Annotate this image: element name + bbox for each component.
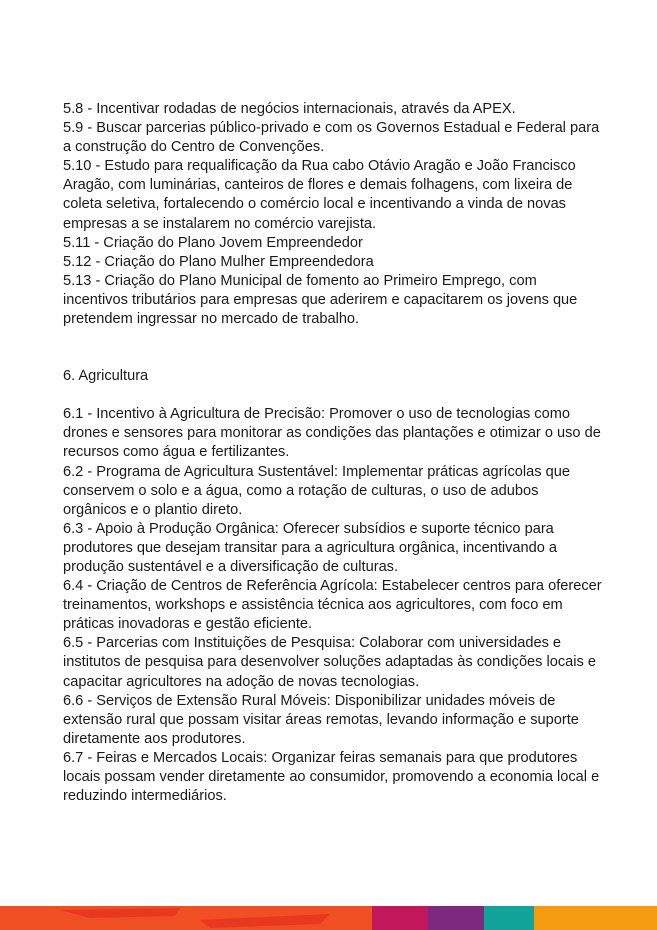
item-6-2: 6.2 - Programa de Agricultura Sustentável: Implementar práticas agrícolas que conservem o solo e a água, como a rotação de culturas, o uso de adubos orgânicos e o plantio direto. bbox=[63, 463, 570, 518]
item-5-12: 5.12 - Criação do Plano Mulher Empreendedora bbox=[63, 253, 374, 270]
band-yellow-orange bbox=[534, 906, 657, 930]
section-6-heading: 6. Agricultura bbox=[63, 368, 149, 385]
heading-spacer bbox=[63, 386, 603, 405]
item-6-5: 6.5 - Parcerias com Instituições de Pesquisa: Colaborar com universidades e institutos de pesquisa para desenvolver soluções adaptadas às condições locais e capacitar agricultores na adoção de novas tecnologias. bbox=[63, 635, 597, 690]
section-spacer bbox=[63, 329, 603, 367]
item-5-11: 5.11 - Criação do Plano Jovem Empreendedor bbox=[63, 234, 363, 251]
item-5-8: 5.8 - Incentivar rodadas de negócios internacionais, através da APEX. bbox=[63, 101, 516, 117]
band-purple bbox=[428, 906, 484, 930]
footer-band-graphic bbox=[0, 906, 657, 930]
document-body bbox=[63, 100, 603, 806]
item-5-13: 5.13 - Criação do Plano Municipal de fomento ao Primeiro Emprego, com incentivos tributários para empresas que aderirem e capacitarem os jovens que pretendem ingressar no mercado de trabalho. bbox=[63, 272, 578, 328]
decorative-footer-band bbox=[0, 906, 657, 930]
item-5-10: 5.10 - Estudo para requalificação da Rua cabo Otávio Aragão e João Francisco Aragão, com luminárias, canteiros de flores e demais folhagens, com lixeira de coleta seletiva, fortalecendo o comércio local e incentivando a vinda de novas empresas a se instalarem no comércio varejista. bbox=[63, 158, 576, 232]
band-magenta bbox=[372, 906, 428, 930]
item-6-3: 6.3 - Apoio à Produção Orgânica: Oferecer subsídios e suporte técnico para produtores que desejam transitar para a agricultura orgânica, incentivando a produção sustentável e a diversificação de culturas. bbox=[63, 520, 558, 575]
item-6-4: 6.4 - Criação de Centros de Referência Agrícola: Estabelecer centros para oferecer treinamentos, workshops e assistência técnica aos agricultores, com foco em práticas inovadoras e gestão eficiente. bbox=[63, 578, 602, 633]
item-6-7: 6.7 - Feiras e Mercados Locais: Organizar feiras semanais para que produtores locais possam vender diretamente ao consumidor, promovendo a economia local e reduzindo intermediários. bbox=[63, 749, 600, 805]
band-teal bbox=[484, 906, 534, 930]
item-6-1: 6.1 - Incentivo à Agricultura de Precisão: Promover o uso de tecnologias como drones e sensores para monitorar as condições das plantações e otimizar o uso de recursos como água e fertilizantes. bbox=[63, 406, 601, 461]
item-5-9: 5.9 - Buscar parcerias público-privado e com os Governos Estadual e Federal para a construção do Centro de Convenções. bbox=[63, 120, 600, 156]
item-6-6: 6.6 - Serviços de Extensão Rural Móveis: Disponibilizar unidades móveis de extensão rural que possam visitar áreas remotas, levando informação e suporte diretamente aos produtores. bbox=[63, 692, 579, 747]
